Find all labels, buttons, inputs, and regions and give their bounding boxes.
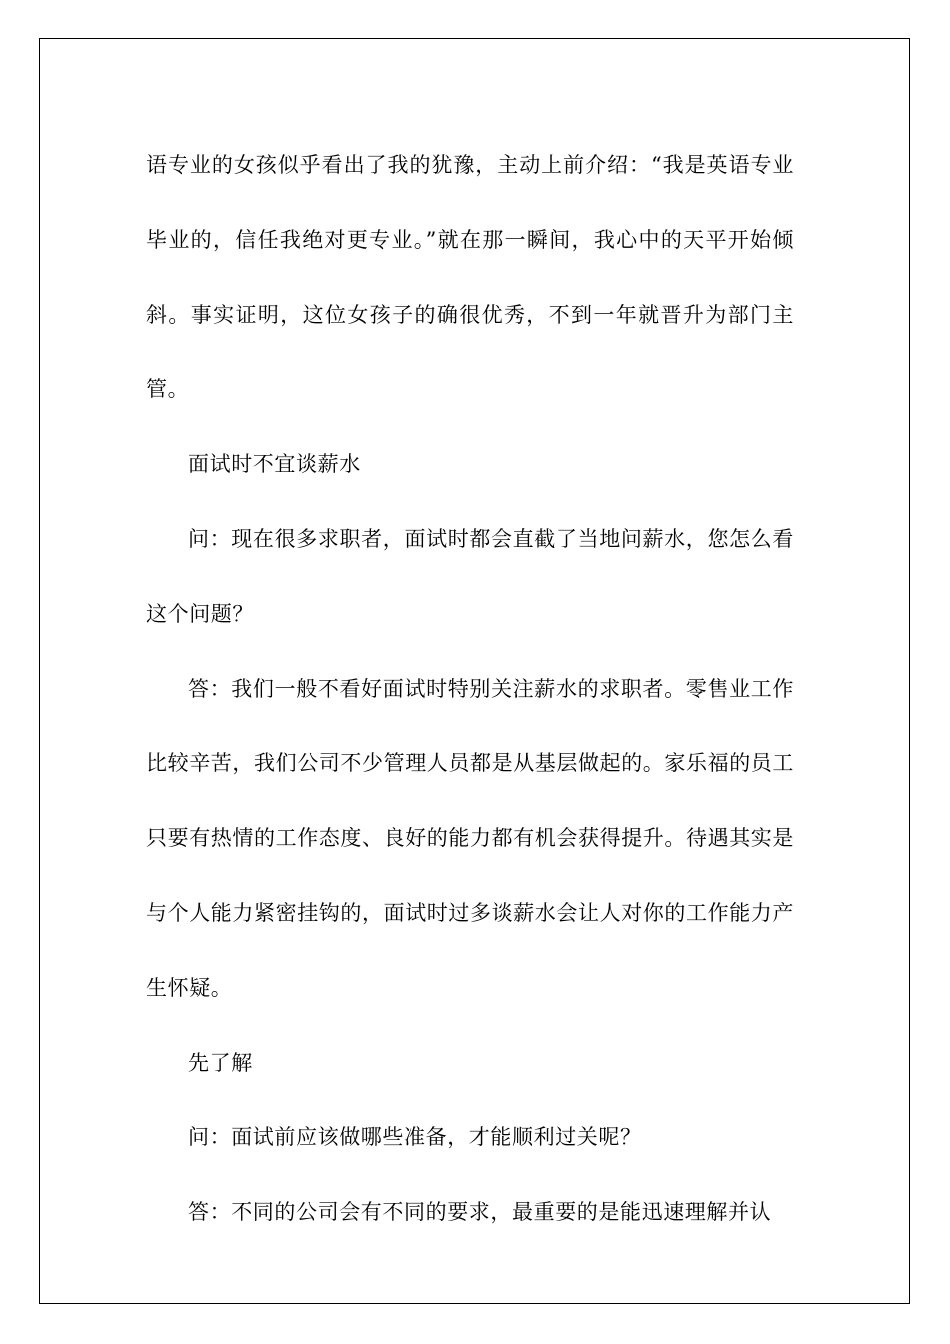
- question-preparation: 问：面试前应该做哪些准备，才能顺利过关呢？: [188, 1125, 642, 1150]
- section-heading-salary: 面试时不宜谈薪水: [188, 452, 361, 477]
- answer-salary: 答：我们一般不看好面试时特别关注薪水的求职者。零售业工作比较辛苦，我们公司不少管理人员都是从基层做起的。家乐福的员工只要有热情的工作态度、良好的能力都有机会获得提升。待遇其实是与个人能力紧密挂钩的，面试时过多谈薪水会让人对你的工作能力产生怀疑。: [146, 676, 794, 1000]
- paragraph-continuation: 语专业的女孩似乎看出了我的犹豫，主动上前介绍：“我是英语专业毕业的，信任我绝对更专业。”就在那一瞬间，我心中的天平开始倾斜。事实证明，这位女孩子的确很优秀，不到一年就晋升为部门主管。: [146, 153, 794, 402]
- document-body: [146, 128, 794, 1250]
- question-salary: 问：现在很多求职者，面试时都会直截了当地问薪水，您怎么看这个问题？: [146, 526, 794, 626]
- answer-preparation: 答：不同的公司会有不同的要求，最重要的是能迅速理解并认: [188, 1200, 772, 1225]
- section-heading-preparation: 先了解: [188, 1050, 253, 1075]
